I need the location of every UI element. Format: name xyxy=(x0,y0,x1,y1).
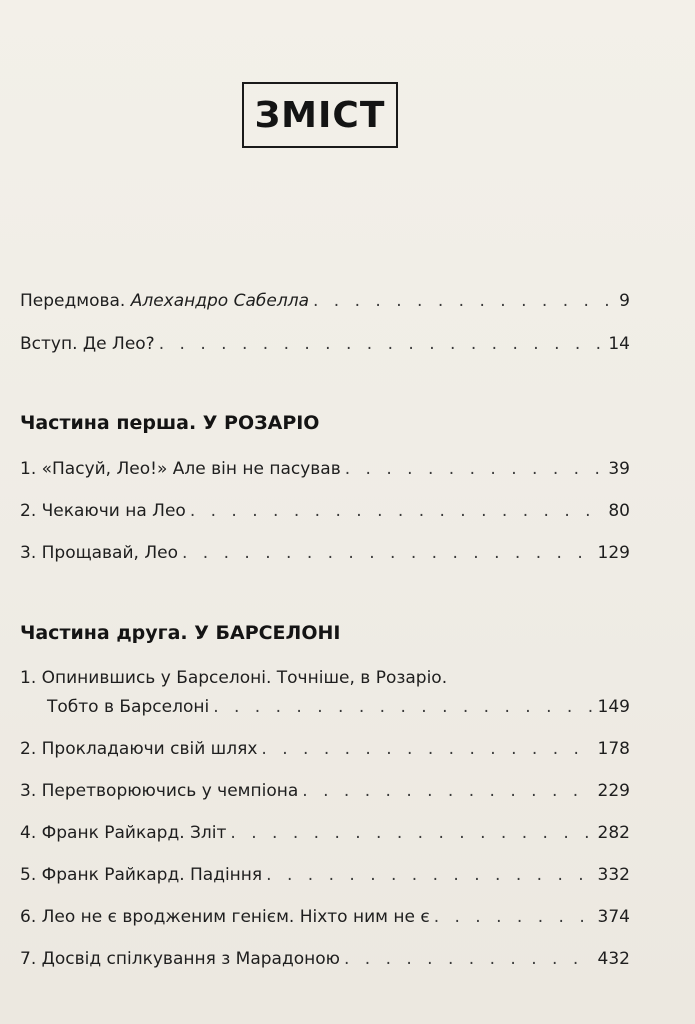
toc-page-number: 178 xyxy=(597,739,630,759)
toc-page-number: 129 xyxy=(597,543,630,563)
toc-entry-label: 5. Франк Райкард. Падіння xyxy=(20,865,263,885)
toc-entry-author: Алехандро Сабелла xyxy=(130,291,309,311)
toc-entry-label: Передмова. Алехандро Сабелла xyxy=(20,291,309,311)
toc-entry-part2-ch7[interactable] xyxy=(20,948,630,970)
toc-entry-part2-ch1[interactable] xyxy=(20,667,630,718)
toc-entry-part1-ch2[interactable] xyxy=(20,500,630,522)
toc-entry-part2-ch6[interactable] xyxy=(20,906,630,928)
toc-entry-label-line1: 1. Опинившись у Барселоні. Точніше, в Розаріо. xyxy=(20,668,448,688)
toc-entry-label: 3. Перетворюючись у чемпіона xyxy=(20,781,299,801)
toc-page-number: 374 xyxy=(597,907,630,927)
toc-entry-foreword[interactable] xyxy=(20,290,630,312)
toc-entry-label: 3. Прощавай, Лео xyxy=(20,543,178,563)
toc-page-number: 149 xyxy=(597,697,630,717)
toc-leader-dots xyxy=(230,822,593,844)
toc-leader-dots xyxy=(261,738,593,760)
toc-entry-label: 2. Чекаючи на Лео xyxy=(20,501,186,521)
toc-entry-part2-ch3[interactable] xyxy=(20,780,630,802)
toc-entry-label: 2. Прокладаючи свій шлях xyxy=(20,739,258,759)
toc-entry-label: Вступ. Де Лео? xyxy=(20,334,155,354)
toc-page-number: 432 xyxy=(597,949,630,969)
toc-leader-dots xyxy=(182,542,594,564)
toc-page-number: 9 xyxy=(619,291,630,311)
toc-page-number: 14 xyxy=(608,334,630,354)
toc-leader-dots xyxy=(313,290,612,312)
toc-entry-label: 1. «Пасуй, Лео!» Але він не пасував xyxy=(20,459,341,479)
toc-entry-part2-ch2[interactable] xyxy=(20,738,630,760)
toc-entry-part2-ch4[interactable] xyxy=(20,822,630,844)
toc-leader-dots xyxy=(266,864,593,886)
toc-entry-part1-ch1[interactable] xyxy=(20,458,630,480)
toc-leader-dots xyxy=(434,906,594,928)
page-title-box xyxy=(242,82,398,148)
toc-entry-introduction[interactable] xyxy=(20,333,630,355)
toc-leader-dots xyxy=(345,458,605,480)
toc-leader-dots xyxy=(344,948,594,970)
toc-page-number: 332 xyxy=(597,865,630,885)
part-two-heading: Частина друга. У БАРСЕЛОНІ xyxy=(20,622,341,644)
toc-page-number: 80 xyxy=(608,501,630,521)
page-title: ЗМІСТ xyxy=(254,94,386,136)
toc-entry-part1-ch3[interactable] xyxy=(20,542,630,564)
toc-leader-dots xyxy=(213,696,593,718)
toc-entry-label: 7. Досвід спілкування з Марадоною xyxy=(20,949,340,969)
toc-leader-dots xyxy=(190,500,605,522)
toc-entry-label-line2: Тобто в Барселоні xyxy=(47,697,210,717)
part-one-heading: Частина перша. У РОЗАРІО xyxy=(20,412,320,434)
toc-leader-dots xyxy=(302,780,593,802)
toc-page-number: 282 xyxy=(597,823,630,843)
toc-entry-label: 6. Лео не є вродженим генієм. Ніхто ним не є xyxy=(20,907,430,927)
toc-entry-label: 4. Франк Райкард. Зліт xyxy=(20,823,227,843)
toc-entry-part2-ch5[interactable] xyxy=(20,864,630,886)
toc-page-number: 229 xyxy=(597,781,630,801)
toc-page-number: 39 xyxy=(608,459,630,479)
toc-leader-dots xyxy=(159,333,605,355)
